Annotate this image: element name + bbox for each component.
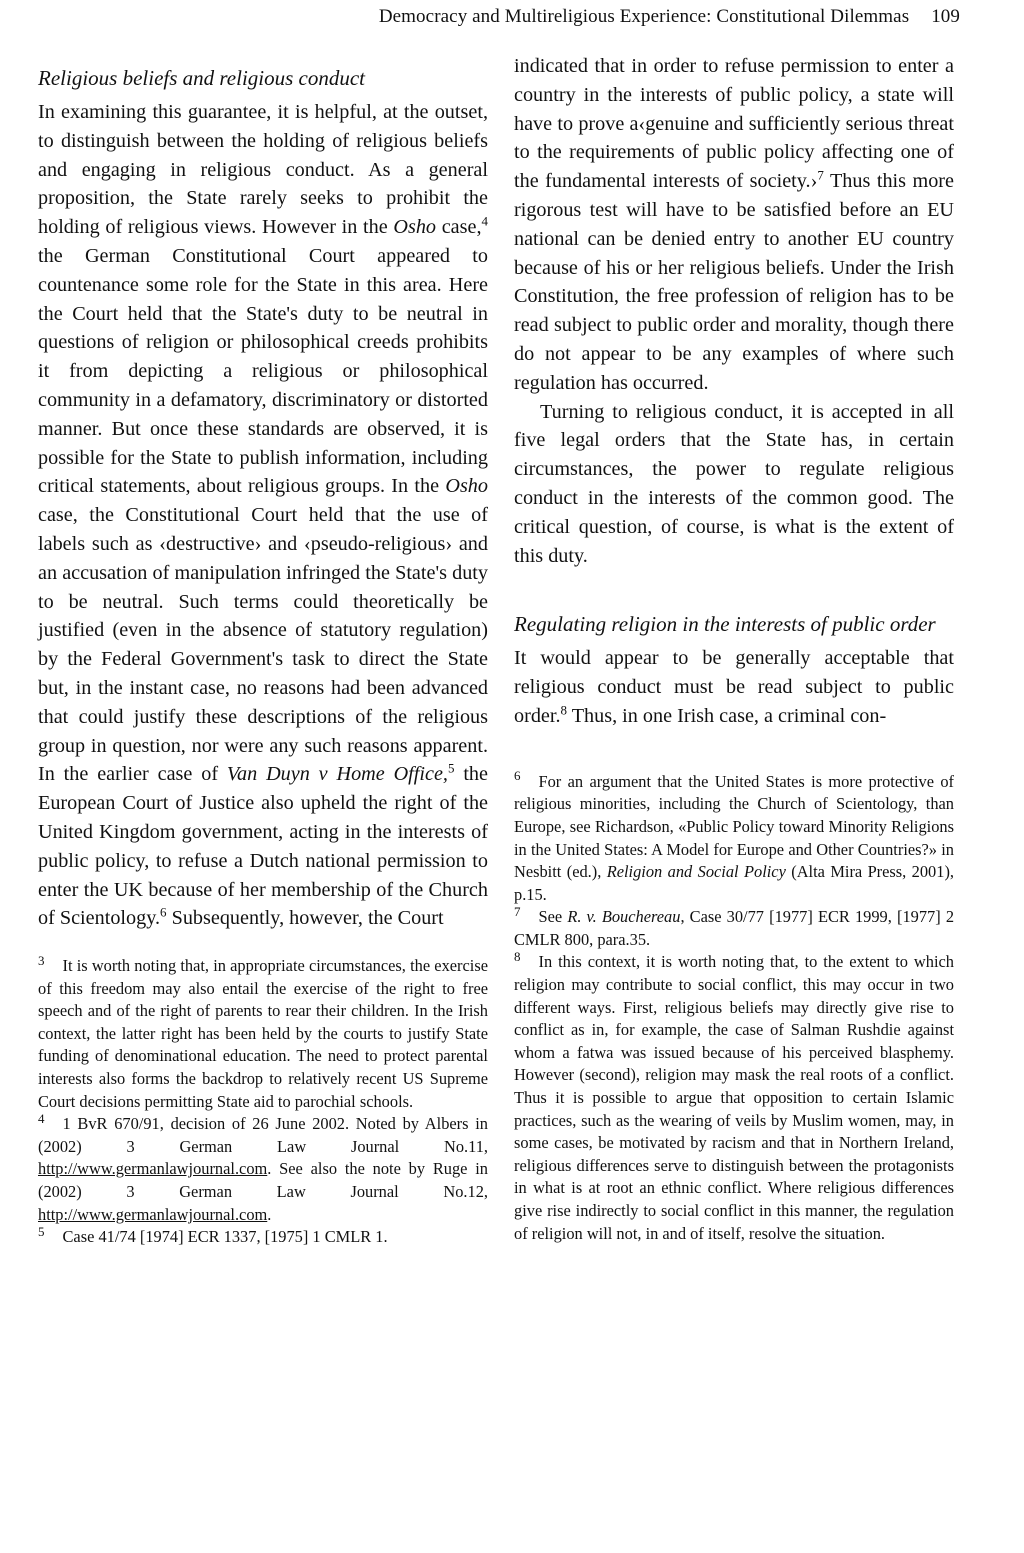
footnote-text: (Alta Mira Press, 2001), p.15.: [514, 862, 955, 904]
case-name-van-duyn: Van Duyn v Home Office,: [226, 763, 448, 786]
right-column: [514, 52, 954, 1245]
text-run: indicated that in order to refuse permission to enter a country in the interests of public policy, a state will have to prove a‹genuine and sufficiently serious threat to the requirements of public policy affecting one of the fundamental interests of society.›: [514, 55, 954, 193]
footnote-text: 1 BvR 670/91, decision of 26 June 2002. Noted by Albers in (2002) 3 German Law Journal No.11,: [38, 1114, 488, 1156]
footnote-ref-5[interactable]: 5: [447, 760, 455, 776]
case-name-osho: Osho: [445, 475, 488, 498]
footnote-number: 7: [514, 903, 521, 919]
running-header: [40, 6, 960, 28]
section-heading-religious-beliefs: Religious beliefs and religious conduct: [38, 66, 366, 90]
text-run: It would appear to be generally acceptable that religious conduct must be read subject to public order.: [514, 647, 954, 727]
section-heading-public-order: Regulating religion in the interests of public order: [514, 612, 936, 637]
paragraph-religious-conduct: Turning to religious conduct, it is accepted in all five legal orders that the State has, in certain circumstances, the power to regulate religious conduct in the interests of the common good. The critical question, of course, is what is the extent of this duty.: [514, 400, 954, 567]
footnote-text: For an argument that the United States is more protective of religious minorities, including the Church of Scientology, than Europe, see Richardson, «Public Policy toward Minority Religions in the United States: A Model for Europe and Other Countries?» in Nesbitt (ed.),: [514, 771, 954, 882]
footnote-text: In this context, it is worth noting that, to the extent to which religion may contribute to social conflict, this may occur in two different ways. First, religious beliefs may directly give rise to conflict as in, for example, the case of Salman Rushdie against whom a fatwa was issued because of his perceived blasphemy. However (second), religion may mask the real roots of a conflict. Thus it is possible to argue that opposition to certain Islamic practices, such as the wearing of veils by Muslim women, may, in some cases, be motivated by racism and that in Northern Ireland, religious differences serve to distinguish between the protagonists in what is at root an ethnic conflict. Where religious differences give rise indirectly to social conflict in this manner, the regulation of religion will not, in and of itself, resolve the situation.: [514, 952, 954, 1243]
link-german-law-journal[interactable]: http://www.germanlawjournal.com: [38, 1159, 268, 1179]
running-title: Democracy and Multireligious Experience: Constitutional Dilemmas: [378, 6, 910, 27]
paragraph-public-order: [514, 644, 954, 730]
link-german-law-journal[interactable]: http://www.germanlawjournal.com: [38, 1204, 268, 1224]
case-name-osho: Osho: [393, 216, 437, 239]
footnote-text: .: [267, 1204, 272, 1224]
book-title: Religion and Social Policy: [606, 862, 786, 882]
text-run: Thus this more rigorous test will have to be satisfied before an EU national can be denied entry to another EU country because of his or her religious beliefs. Under the Irish Constitution, the free profession of religion has to be read subject to public order and morality, though there do not appear to be any examples of where such regulation has occurred.: [514, 170, 954, 394]
footnote-8: [514, 951, 954, 1245]
footnote-4: [38, 1110, 488, 1226]
footnote-number: 4: [38, 1110, 45, 1126]
footnotes-right: [514, 768, 955, 1245]
page-number: 109: [931, 6, 960, 27]
footnote-5: [38, 1223, 488, 1249]
footnote-ref-7[interactable]: 7: [817, 167, 824, 183]
footnote-7: [514, 903, 955, 951]
text-run: case, the Constitutional Court held that the use of labels such as ‹destructive› and ‹pseudo-religious› and an accusation of manipulation infringed the State's duty to be neutral. Such terms could theoretically be justified (even in the absence of statutory regulation) by the Federal Government's task to direct the State but, in the instant case, no reasons had been advanced that could justify these descriptions of the religious group in question, nor were any such reasons apparent. In the earlier case of: [38, 504, 488, 786]
text-run: Subsequently, however, the Court: [166, 907, 444, 930]
text-run: Thus, in one Irish case, a criminal con-: [567, 704, 887, 727]
footnote-text: Case 41/74 [1974] ECR 1337, [1975] 1 CMLR 1.: [62, 1227, 388, 1247]
case-name-bouchereau: R. v. Bouchereau: [567, 907, 681, 927]
footnote-ref-6[interactable]: 6: [160, 904, 167, 920]
footnote-text: . See also the note by Ruge in (2002) 3 German Law Journal No.12,: [38, 1159, 488, 1202]
footnotes-left: [38, 952, 488, 1249]
left-column: [38, 52, 488, 1249]
footnote-ref-4[interactable]: 4: [481, 213, 488, 229]
footnote-6: [514, 768, 955, 907]
footnote-text: It is worth noting that, in appropriate circumstances, the exercise of this freedom may also entail the exercise of the right to free speech and of the right of parents to rear their children. In the Irish context, the latter right has been held by the courts to justify State funding of denominational education. The need to protect parental interests also forms the backdrop to relatively recent US Supreme Court decisions permitting State aid to parochial schools.: [38, 956, 488, 1111]
footnote-number: 5: [38, 1223, 45, 1239]
text-run: In examining this guarantee, it is helpful, at the outset, to distinguish between the holding of religious beliefs and engaging in religious conduct. As a general proposition, the State rarely seeks to prohibit the holding of religious views. However in the: [38, 101, 488, 239]
footnote-text: See: [538, 907, 568, 927]
footnote-number: 3: [38, 952, 45, 968]
paragraph-beliefs-conduct: [38, 98, 488, 933]
footnote-number: 8: [514, 949, 521, 965]
text-run: case,: [436, 216, 482, 239]
footnote-text: , Case 30/77 [1977] ECR 1999, [1977] 2 CMLR 800, para.35.: [514, 907, 955, 949]
paragraph-continued: [514, 52, 954, 398]
text-run: the German Constitutional Court appeared to countenance some role for the State in this area. Here the Court held that the State's duty to be neutral in questions of religion or philosophical creeds prohibits it from depicting a religious or philosophical community in a defamatory, discriminatory or distorted manner. But once these standards are observed, it is possible for the State to publish information, including critical statements, about religious groups. In the: [38, 244, 488, 498]
footnote-3: [38, 952, 488, 1113]
footnote-number: 6: [514, 768, 521, 784]
text-run: the European Court of Justice also upheld the right of the United Kingdom government, acting in the interests of public policy, to refuse a Dutch national permission to enter the UK because of her membership of the Church of Scientology.: [38, 763, 488, 930]
footnote-ref-8[interactable]: 8: [560, 702, 568, 718]
